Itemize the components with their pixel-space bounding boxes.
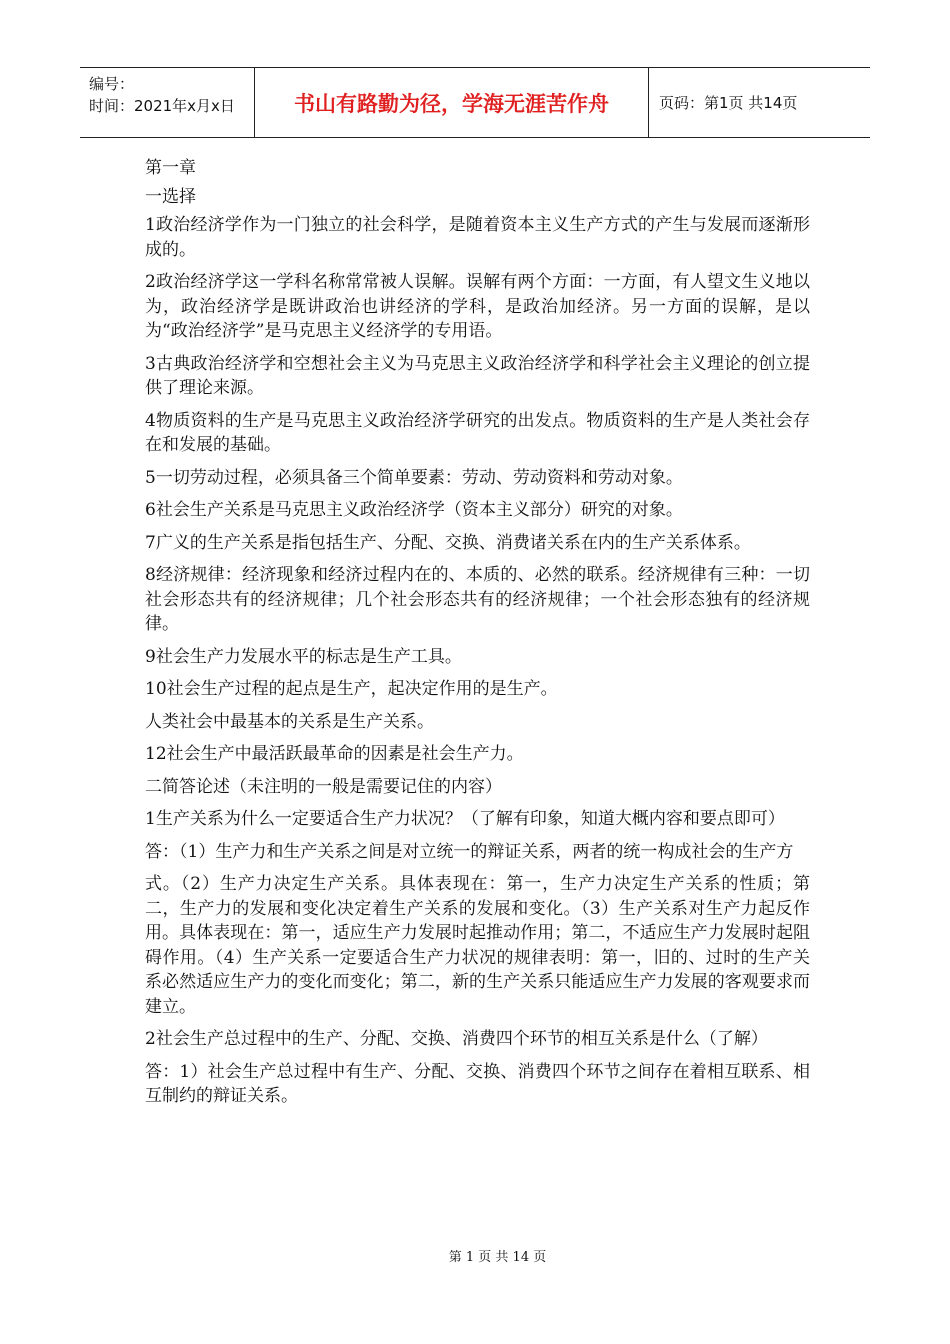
question-1: 1生产关系为什么一定要适合生产力状况？（了解有印象，知道大概内容和要点即可） [145,809,785,829]
header-page-code: 页码：第1页 共14页 [659,94,798,112]
page-footer: 第 1 页 共 14 页 [448,1250,547,1265]
list-item: 5一切劳动过程，必须具备三个简单要素：劳动、劳动资料和劳动对象。 [145,467,683,488]
list-item: 2政治经济学这一学科名称常常被人误解。误解有两个方面：一方面，有人望文生义地以为，政治经济学是既讲政治也讲经济的学科，是政治加经济。另一方面的误解，是以为“政治经济学”是马克思主义经济学的专用语。 [145,272,810,341]
answer-1-part-2: 式。（2）生产力决定生产关系。具体表现在：第一，生产力决定生产关系的性质；第二，生产力的发展和变化决定着生产关系的发展和变化。（3）生产关系对生产力起反作用。具体表现在：第一，适应生产力发展时起推动作用；第二，不适应生产力发展时起阻碍作用。（4）生产关系一定要适合生产力状况的规律表明：第一，旧的、过时的生产关系必然适应生产力的变化而变化；第二，新的生产关系只能适应生产力发展的客观要求而建立。 [145,874,810,1017]
list-item: 9社会生产力发展水平的标志是生产工具。 [145,646,462,667]
list-item: 7广义的生产关系是指包括生产、分配、交换、消费诸关系在内的生产关系体系。 [145,532,751,553]
time-label: 时间：2021年x月x日 [89,97,235,115]
document-body [145,156,810,1117]
number-label: 编号： [89,75,135,93]
answer-2: 答：1）社会生产总过程中有生产、分配、交换、消费四个环节之间存在着相互联系、相互制约的辩证关系。 [145,1061,810,1106]
answer-1-part-1: 答：（1）生产力和生产关系之间是对立统一的辩证关系，两者的统一构成社会的生产方 [145,841,794,862]
section-title-short-answer: 二简答论述（未注明的一般是需要记住的内容） [145,776,502,797]
list-item: 6社会生产关系是马克思主义政治经济学（资本主义部分）研究的对象。 [145,500,683,520]
list-item: 10社会生产过程的起点是生产，起决定作用的是生产。 [145,679,558,699]
list-item: 12社会生产中最活跃最革命的因素是社会生产力。 [145,744,524,764]
list-item: 4物质资料的生产是马克思主义政治经济学研究的出发点。物质资料的生产是人类社会存在和发展的基础。 [145,410,810,455]
list-item: 8经济规律：经济现象和经济过程内在的、本质的、必然的联系。经济规律有三种：一切社会形态共有的经济规律；几个社会形态共有的经济规律；一个社会形态独有的经济规律。 [145,565,810,634]
list-item: 1政治经济学作为一门独立的社会科学，是随着资本主义生产方式的产生与发展而逐渐形成的。 [145,215,810,260]
chapter-title: 第一章 [145,158,196,178]
header-motto: 书山有路勤为径，学海无涯苦作舟 [255,68,649,137]
page-header [80,67,870,138]
list-item: 3古典政治经济学和空想社会主义为马克思主义政治经济学和科学社会主义理论的创立提供了理论来源。 [145,353,810,398]
header-info-cell [80,68,255,137]
question-2: 2社会生产总过程中的生产、分配、交换、消费四个环节的相互关系是什么（了解） [145,1029,768,1049]
section-title-choice: 一选择 [145,186,196,207]
list-item: 人类社会中最基本的关系是生产关系。 [145,711,434,732]
